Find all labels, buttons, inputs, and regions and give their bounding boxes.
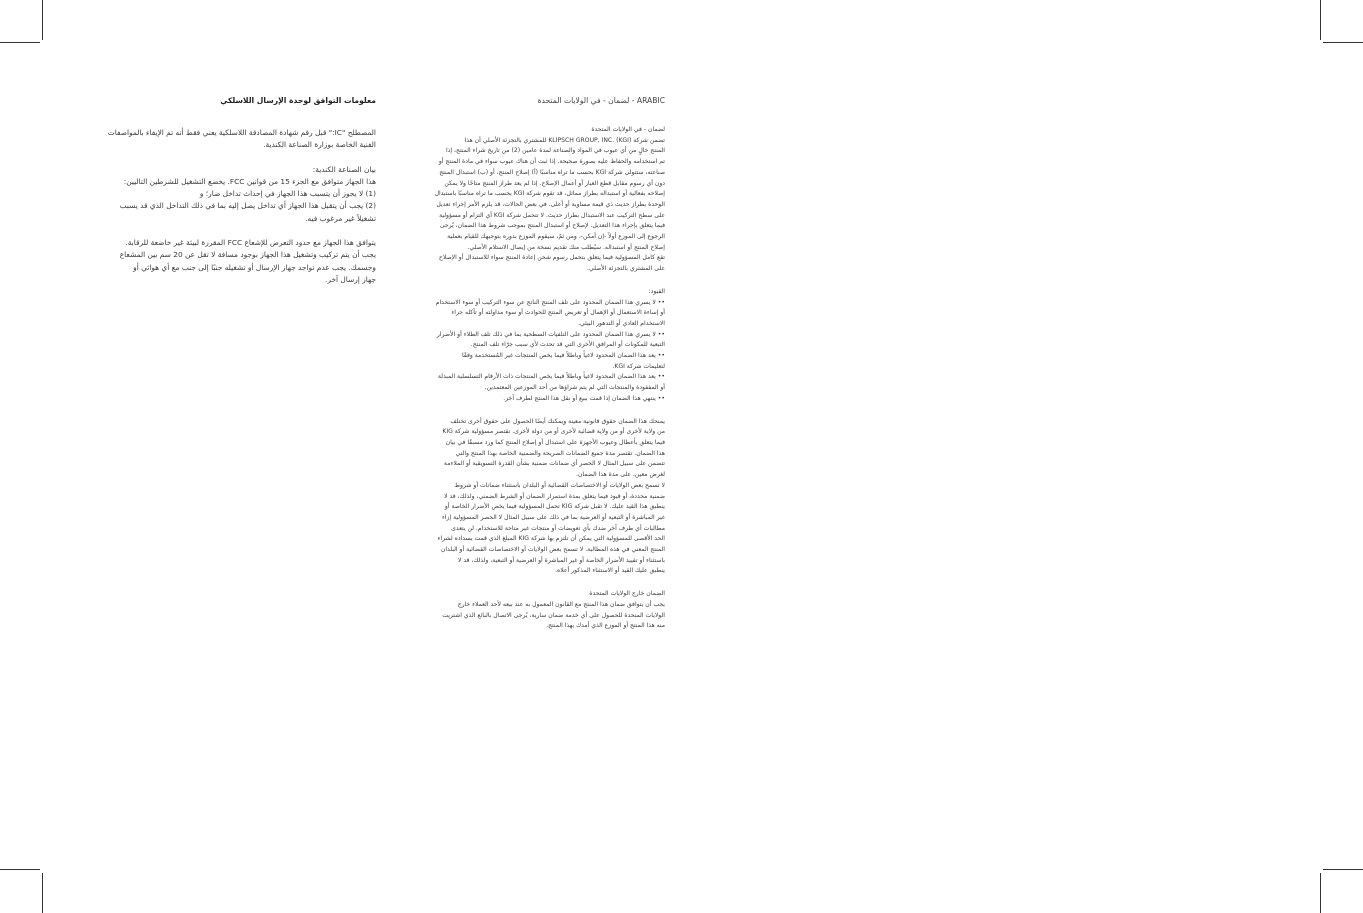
crop-mark <box>42 873 43 913</box>
text-line: ضمنية محددة، أو قيود فيما يتعلق بمدة استمرار الضمان أو الشرط الضمني، ولذلك، قد لا <box>444 492 665 500</box>
paragraph <box>398 125 665 275</box>
paragraph <box>398 417 665 578</box>
warranty-column <box>398 95 665 644</box>
text-line: منه هذا المنتج أو الموزع الذي أمدك بهذا المنتج. <box>546 622 665 630</box>
crop-mark <box>0 42 40 43</box>
crop-mark <box>1320 873 1321 913</box>
text-line: أو المفقودة والمنتجات التي لم يتم شراؤها من أحد الموزعين المعتمدين. <box>484 384 665 392</box>
text-line: هذا الجهاز متوافق مع الجزء 15 من قوانين FCC. يخضع التشغيل للشرطين التاليين: <box>123 176 376 186</box>
text-line: الضمان خارج الولايات المتحدة <box>589 590 665 598</box>
crop-mark <box>1320 0 1321 40</box>
text-line: يجب أن يتم تركيب وتشغيل هذا الجهاز بوجود مسافة لا تقل عن 20 سم بين المشعاع <box>119 250 376 260</box>
text-line: لضمان - في الولايات المتحدة <box>591 126 665 133</box>
text-line: •• يعد هذا الضمان المحدود لاغياً وباطلاً فيما يخص المنتجات ذات الأرقام التسلسلية المبدلة <box>437 373 665 381</box>
text-line: التبعية للمكونات أو المرافق الأخرى التي قد تحدث لأي سبب جرّاء تلف المنتج. <box>470 341 665 349</box>
text-line: لغرض معين، على مدة هذا الضمان. <box>576 471 665 479</box>
text-line: جهاز إرسال آخر. <box>325 274 376 284</box>
text-line: تشغيلاً غير مرغوب فيه. <box>305 213 376 223</box>
crop-mark <box>42 0 43 40</box>
text-line: صناعته، ستتولى شركة KGI بحسب ما تراه مناسبًا (أ) إصلاح المنتج، أو (ب) استبدال المنتج <box>439 168 665 176</box>
text-line: تم استخدامه والحفاظ عليه بصورة صحيحة. إذا ثبت أن هناك عيوب سواء في مادة المنتج أو <box>438 158 665 166</box>
text-line: الاستخدام العادي أو التدهور البيئي. <box>578 319 665 327</box>
text-line: وجسمك. يجب عدم تواجد جهاز الإرسال أو تشغيله جنبًا إلى جنب مع أي هوائي أو <box>133 262 376 272</box>
text-line: أو إساءة الاستعمال أو الإهمال أو تعريض المنتج للحوادث أو سوء مداولته أو تآكله جراء <box>451 309 665 317</box>
text-line: غير المباشرة أو التبعية أو العرضية بما في ذلك على سبيل المثال لا الحصر المسؤولية إزاء <box>441 513 665 521</box>
text-line: فيما يتعلق بأعطال وعيوب الأجهزة على استبدال أو إصلاح المنتج كما ورد مسبقًا في بيان <box>445 438 665 446</box>
text-line: الوحدة بطراز حديث ذي قيمة مساوية أو أعلى. في بعض الحالات، قد يلزم الأمر إجراء تعديل <box>436 200 665 208</box>
text-line: من ولاية لأخرى أو من ولاية قضائية لأخرى أو من دولة لأخرى. تقتصر مسؤولية شركة KIG <box>442 428 665 436</box>
running-head: ARABIC - لضمان - في الولايات المتحدة <box>537 96 665 105</box>
text-line: يمنحك هذا الضمان حقوق قانونية معينة ويمكنك أيضًا الحصول على حقوق أخرى تختلف <box>450 417 665 425</box>
crop-mark <box>1323 42 1363 43</box>
text-line: (2) يجب أن يتقبل هذا الجهاز أي تداخل يصل إليه بما في ذلك التداخل الذي قد يسبب <box>119 201 376 211</box>
text-line: ينطبق هذا القيد عليك. لا تقبل شركة KIG تحمل المسؤولية فيما يخص الأضرار الخاصة أو <box>444 503 665 511</box>
text-line: على سطح التركيب عند الاستبدال بطراز حديث. لا تتحمل شركة KGI أي التزام أو مسؤولية <box>439 211 665 219</box>
paragraph <box>398 287 665 405</box>
text-line: دون أي رسوم مقابل قطع الغيار أو أعمال الإصلاح. إذا لم يعد طراز المنتج متاحًا ولا يمكن <box>444 179 665 187</box>
paragraph <box>119 237 376 286</box>
paragraph <box>107 127 376 152</box>
text-line: تضمن شركة KLIPSCH GROUP, INC. (KGI) للمشتري بالتجزئة الأصلي أن هذا <box>464 136 665 144</box>
text-line: •• لا يسري هذا الضمان المحدود على التلفيات السطحية بما في ذلك تلف الطلاء أو الأضرار <box>436 330 665 338</box>
text-line: لتعليمات شركة KGI. <box>612 362 665 370</box>
text-line: الفنية الخاصة بوزارة الصناعة الكندية. <box>263 140 376 150</box>
crop-mark <box>1323 869 1363 870</box>
rf-compliance-column <box>107 95 376 298</box>
text-line: القيود: <box>648 287 665 295</box>
text-line: •• لا يسري هذا الضمان المحدود على تلف المنتج الناتج عن سوء التركيب أو سوء الاستخدام <box>435 298 665 306</box>
text-line: إصلاح المنتج أو استبداله. سيُطلب منك تقديم نسخة من إيصال الاستلام الأصلي. <box>467 243 665 251</box>
text-line: •• ينتهي هذا الضمان إذا قمت ببيع أو نقل هذا المنتج لطرف آخر. <box>503 394 665 402</box>
section-title: معلومات التوافق لوحدة الإرسال اللاسلكي <box>220 96 376 105</box>
text-line: تقع كامل المسؤولية فيما يتعلق بتحمل رسوم شحن إعادة المنتج سواء للاستبدال أو الإصلاح <box>438 254 665 262</box>
rf-compliance-body <box>107 127 376 286</box>
text-line: إصلاحه بفعالية أو استبداله بطراز مماثل، قد تقوم شركة KGI بحسب ما تراه مناسبًا باستبدال <box>434 190 665 198</box>
paragraph <box>119 164 376 225</box>
text-line: بيان الصناعة الكندية: <box>312 164 376 174</box>
text-line: المنتج المعني في هذه المطالبة. لا تسمح بعض الولايات أو الاختصاصات القضائية أو البلدان <box>440 546 665 554</box>
warranty-body <box>398 125 665 632</box>
text-line: المنتج خالٍ من أي عيوب في المواد والصناعة لمدة عامين (2) من تاريخ شراء المنتج، إذا <box>446 147 665 155</box>
text-line: (1) لا يجوز أن يتسبب هذا الجهاز في إحداث تداخل ضار؛ و <box>199 189 376 199</box>
text-line: على المشتري بالتجزئة الأصلي. <box>587 265 665 273</box>
text-line: الولايات المتحدة للحصول على أي خدمة ضمان سارية، يُرجى الاتصال بالبائع الذي اشتريت <box>442 611 665 619</box>
text-line: لا تسمح بعض الولايات أو الاختصاصات القضائية أو البلدان باستثناء ضمانات أو شروط <box>454 481 665 489</box>
crop-mark <box>0 869 40 870</box>
text-line: ينطبق عليك القيد أو الاستثناء المذكور أعلاه. <box>555 567 665 575</box>
text-line: يجب أن يتوافق ضمان هذا المنتج مع القانون المعمول به عند بيعه لأحد العملاء خارج <box>457 600 665 608</box>
text-line: المصطلح "IC:" قبل رقم شهادة المصادقة اللاسلكية يعني فقط أنه تم الإيفاء بالمواصفات <box>107 128 376 137</box>
text-line: فيما يتعلق بإجراء هذا التعديل. لإصلاح أو استبدال المنتج بموجب شروط هذا الضمان، يُرجى <box>439 222 665 230</box>
paragraph <box>398 589 665 632</box>
text-line: الحد الأقصى للمسؤولية التي يمكن أن تلتزم بها شركة KIG المبلغ الذي قمت بسداده لشراء <box>437 535 665 543</box>
text-line: الرجوع إلى الموزع أولاً -إن أمكن-، ومن ثمّ، سيقوم الموزع بدوره بتوجيهك للقيام بعملية <box>447 233 665 241</box>
text-line: مطالبات أي طرف آخر ضدك بأي تعويضات أو منتجات غير متاحة للاستخدام. لن يتعدى <box>451 524 665 532</box>
text-line: تتضمن على سبيل المثال لا الحصر أي ضمانات ضمنية بشأن القدرة التسويقية أو الملاءمة <box>443 460 665 468</box>
text-line: يتوافق هذا الجهاز مع حدود التعرض للإشعاع FCC المقررة لبيئة غير خاضعة للرقابة. <box>125 238 376 248</box>
text-line: باستثناء أو تقييد الأضرار الخاصة أو غير المباشرة أو العرضية أو التبعية، ولذلك، قد لا <box>457 556 665 564</box>
text-line: هذا الضمان. تقتصر مدة جميع الضمانات الصريحة والضمنية الخاصة بهذا المنتج والتي <box>455 449 665 457</box>
text-line: •• يعد هذا الضمان المحدود لاغياً وباطلاً فيما يخص المنتجات غير المُستخدمة وفقًا <box>462 352 665 360</box>
